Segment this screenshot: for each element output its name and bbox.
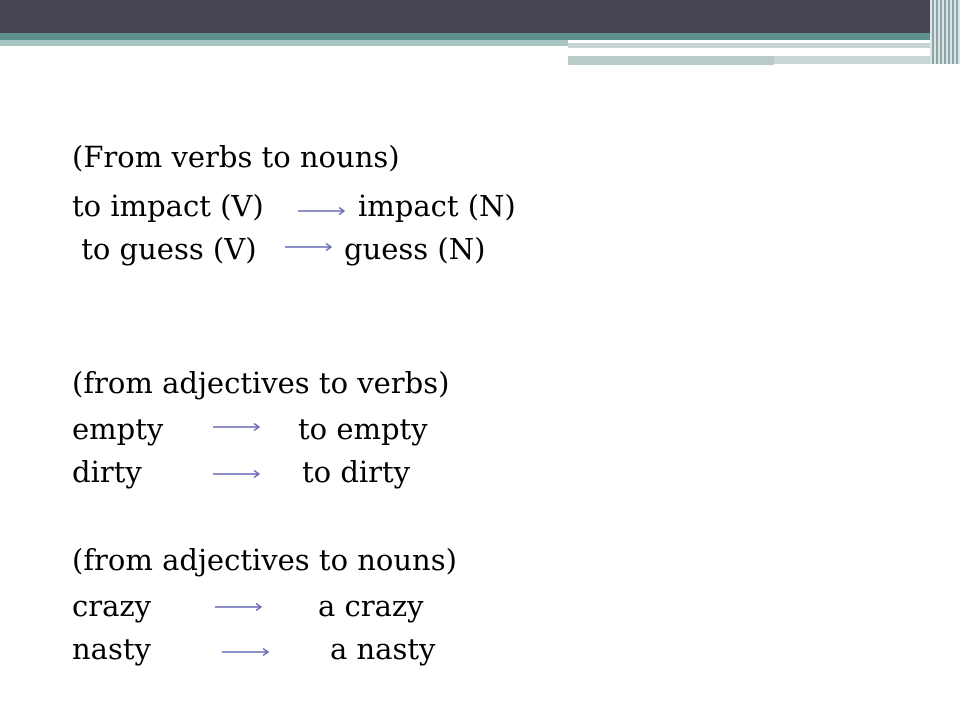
arrow-icon [215, 602, 263, 612]
section1-row1-right: impact (N) [358, 189, 516, 223]
header-grey-bar-lower [568, 56, 774, 65]
section3-row2-left: nasty [72, 632, 151, 666]
section2-row2-left: dirty [72, 455, 142, 489]
section3-row1-left: crazy [72, 589, 152, 623]
header-white-line [640, 50, 890, 52]
header-dark-band [0, 0, 930, 33]
arrow-icon [213, 469, 261, 479]
section2-row1-right: to empty [298, 412, 428, 446]
arrow-icon [298, 206, 346, 216]
section2-heading: (from adjectives to verbs) [72, 366, 450, 400]
section2-row2-right: to dirty [302, 455, 411, 489]
arrow-icon [213, 422, 261, 432]
header-grey-bar [568, 43, 930, 48]
section1-heading: (From verbs to nouns) [72, 140, 400, 174]
header-grey-bar-lower-right [774, 56, 930, 64]
section3-heading: (from adjectives to nouns) [72, 543, 457, 577]
section2-row1-left: empty [72, 412, 164, 446]
section1-row2-right: guess (N) [344, 232, 486, 266]
header-teal-band [0, 33, 960, 40]
section1-row2-left: to guess (V) [72, 232, 257, 266]
section1-row1-left: to impact (V) [72, 189, 264, 223]
arrow-icon [285, 242, 333, 252]
header-stripes [930, 0, 960, 64]
header-light-teal-band [0, 40, 568, 46]
arrow-icon [222, 647, 270, 657]
section3-row1-right: a crazy [318, 589, 424, 623]
section3-row2-right: a nasty [330, 632, 436, 666]
